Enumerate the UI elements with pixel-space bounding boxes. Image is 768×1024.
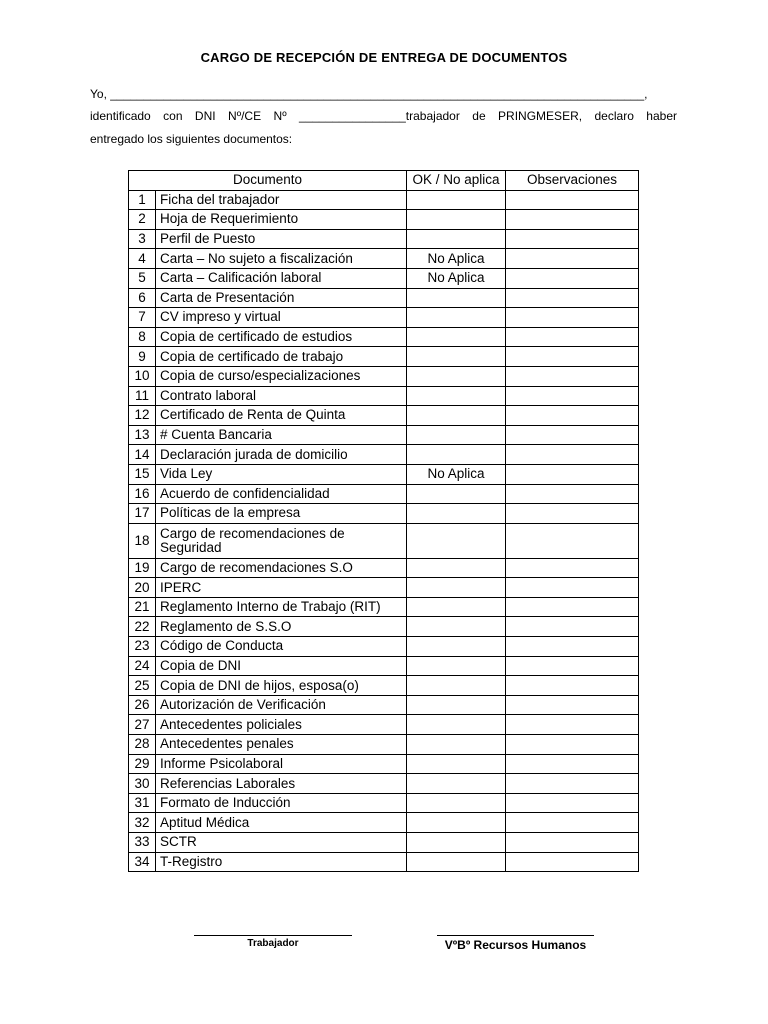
document-name: SCTR <box>156 833 407 853</box>
row-number: 15 <box>129 464 156 484</box>
row-number: 11 <box>129 386 156 406</box>
ok-status <box>407 523 506 558</box>
row-number: 34 <box>129 852 156 872</box>
observations-cell <box>506 833 639 853</box>
ok-status <box>407 484 506 504</box>
row-number: 21 <box>129 597 156 617</box>
row-number: 28 <box>129 735 156 755</box>
observations-cell <box>506 425 639 445</box>
observations-cell <box>506 813 639 833</box>
table-row <box>129 464 639 484</box>
table-row <box>129 210 639 230</box>
table-row <box>129 735 639 755</box>
table-row <box>129 347 639 367</box>
table-row <box>129 190 639 210</box>
worker-signature-line <box>194 935 352 936</box>
observations-cell <box>506 210 639 230</box>
ok-status <box>407 425 506 445</box>
document-name: Ficha del trabajador <box>156 190 407 210</box>
ok-status <box>407 366 506 386</box>
ok-status <box>407 774 506 794</box>
worker-signature-label: Trabajador <box>247 938 299 949</box>
observations-cell <box>506 249 639 269</box>
document-name: CV impreso y virtual <box>156 308 407 328</box>
row-number: 5 <box>129 268 156 288</box>
ok-status <box>407 445 506 465</box>
table-row <box>129 386 639 406</box>
observations-cell <box>506 504 639 524</box>
header-document: Documento <box>129 171 407 191</box>
document-name: Copia de DNI <box>156 656 407 676</box>
row-number: 19 <box>129 558 156 578</box>
observations-cell <box>506 190 639 210</box>
ok-status <box>407 386 506 406</box>
ok-status <box>407 558 506 578</box>
document-name: Reglamento Interno de Trabajo (RIT) <box>156 597 407 617</box>
table-row <box>129 833 639 853</box>
header-observations: Observaciones <box>506 171 639 191</box>
ok-status <box>407 327 506 347</box>
intro-id-line: identificado con DNI Nº/CE Nº ________________trabajador de PRINGMESER, declaro haber <box>90 109 677 123</box>
ok-status <box>407 735 506 755</box>
observations-cell <box>506 852 639 872</box>
document-name: Reglamento de S.S.O <box>156 617 407 637</box>
row-number: 30 <box>129 774 156 794</box>
observations-cell <box>506 347 639 367</box>
ok-status <box>407 190 506 210</box>
row-number: 23 <box>129 637 156 657</box>
row-number: 7 <box>129 308 156 328</box>
hr-signature <box>437 935 594 952</box>
table-row <box>129 268 639 288</box>
document-name: # Cuenta Bancaria <box>156 425 407 445</box>
table-row <box>129 445 639 465</box>
document-name: Código de Conducta <box>156 637 407 657</box>
row-number: 25 <box>129 676 156 696</box>
document-name: Contrato laboral <box>156 386 407 406</box>
table-row <box>129 229 639 249</box>
ok-status <box>407 715 506 735</box>
table-row <box>129 308 639 328</box>
document-name: Carta – Calificación laboral <box>156 268 407 288</box>
row-number: 12 <box>129 406 156 426</box>
table-row <box>129 484 639 504</box>
observations-cell <box>506 597 639 617</box>
row-number: 13 <box>129 425 156 445</box>
document-name: Aptitud Médica <box>156 813 407 833</box>
document-name: Hoja de Requerimiento <box>156 210 407 230</box>
hr-signature-label: VºBº Recursos Humanos <box>444 938 587 952</box>
observations-cell <box>506 464 639 484</box>
table-row <box>129 793 639 813</box>
ok-status <box>407 210 506 230</box>
table-row <box>129 695 639 715</box>
row-number: 9 <box>129 347 156 367</box>
row-number: 20 <box>129 578 156 598</box>
observations-cell <box>506 445 639 465</box>
ok-status <box>407 308 506 328</box>
observations-cell <box>506 484 639 504</box>
ok-status <box>407 504 506 524</box>
document-name: Autorización de Verificación <box>156 695 407 715</box>
ok-status <box>407 637 506 657</box>
ok-status <box>407 229 506 249</box>
hr-signature-line <box>437 935 594 936</box>
table-header-row <box>129 171 639 191</box>
table-row <box>129 813 639 833</box>
observations-cell <box>506 523 639 558</box>
table-row <box>129 558 639 578</box>
observations-cell <box>506 754 639 774</box>
row-number: 29 <box>129 754 156 774</box>
table-row <box>129 617 639 637</box>
table-row <box>129 578 639 598</box>
row-number: 31 <box>129 793 156 813</box>
ok-status <box>407 695 506 715</box>
intro-closing-line: entregado los siguientes documentos: <box>90 132 293 146</box>
observations-cell <box>506 774 639 794</box>
document-name: Copia de certificado de trabajo <box>156 347 407 367</box>
table-row <box>129 656 639 676</box>
document-name: Cargo de recomendaciones S.O <box>156 558 407 578</box>
row-number: 3 <box>129 229 156 249</box>
observations-cell <box>506 695 639 715</box>
ok-status <box>407 288 506 308</box>
observations-cell <box>506 676 639 696</box>
row-number: 8 <box>129 327 156 347</box>
row-number: 27 <box>129 715 156 735</box>
document-name: Perfil de Puesto <box>156 229 407 249</box>
ok-status <box>407 676 506 696</box>
table-row <box>129 504 639 524</box>
row-number: 10 <box>129 366 156 386</box>
observations-cell <box>506 406 639 426</box>
ok-status <box>407 656 506 676</box>
table-row <box>129 715 639 735</box>
row-number: 4 <box>129 249 156 269</box>
observations-cell <box>506 617 639 637</box>
ok-status <box>407 754 506 774</box>
ok-status <box>407 578 506 598</box>
row-number: 26 <box>129 695 156 715</box>
ok-status <box>407 406 506 426</box>
observations-cell <box>506 229 639 249</box>
observations-cell <box>506 656 639 676</box>
document-name: Cargo de recomendaciones de Seguridad <box>156 523 407 558</box>
table-row <box>129 637 639 657</box>
ok-status <box>407 852 506 872</box>
header-ok: OK / No aplica <box>407 171 506 191</box>
document-name: Informe Psicolaboral <box>156 754 407 774</box>
document-name: Acuerdo de confidencialidad <box>156 484 407 504</box>
document-title: CARGO DE RECEPCIÓN DE ENTREGA DE DOCUMENTOS <box>200 50 568 65</box>
row-number: 22 <box>129 617 156 637</box>
document-name: Certificado de Renta de Quinta <box>156 406 407 426</box>
document-name: Vida Ley <box>156 464 407 484</box>
table-row <box>129 366 639 386</box>
worker-signature <box>194 935 352 949</box>
ok-status: No Aplica <box>407 464 506 484</box>
observations-cell <box>506 735 639 755</box>
document-name: Carta – No sujeto a fiscalización <box>156 249 407 269</box>
document-name: Declaración jurada de domicilio <box>156 445 407 465</box>
document-name: Políticas de la empresa <box>156 504 407 524</box>
document-name: Formato de Inducción <box>156 793 407 813</box>
document-name: Antecedentes policiales <box>156 715 407 735</box>
observations-cell <box>506 288 639 308</box>
observations-cell <box>506 578 639 598</box>
row-number: 17 <box>129 504 156 524</box>
documents-table <box>128 170 639 872</box>
table-row <box>129 676 639 696</box>
ok-status <box>407 833 506 853</box>
observations-cell <box>506 268 639 288</box>
ok-status <box>407 813 506 833</box>
observations-cell <box>506 637 639 657</box>
ok-status: No Aplica <box>407 268 506 288</box>
ok-status <box>407 597 506 617</box>
observations-cell <box>506 366 639 386</box>
row-number: 2 <box>129 210 156 230</box>
row-number: 1 <box>129 190 156 210</box>
table-row <box>129 754 639 774</box>
table-row <box>129 852 639 872</box>
ok-status <box>407 793 506 813</box>
ok-status: No Aplica <box>407 249 506 269</box>
table-row <box>129 288 639 308</box>
row-number: 24 <box>129 656 156 676</box>
document-name: Referencias Laborales <box>156 774 407 794</box>
table-row <box>129 406 639 426</box>
row-number: 33 <box>129 833 156 853</box>
row-number: 18 <box>129 523 156 558</box>
observations-cell <box>506 327 639 347</box>
row-number: 16 <box>129 484 156 504</box>
document-name: Carta de Presentación <box>156 288 407 308</box>
row-number: 14 <box>129 445 156 465</box>
document-name: Copia de DNI de hijos, esposa(o) <box>156 676 407 696</box>
document-name: T-Registro <box>156 852 407 872</box>
observations-cell <box>506 308 639 328</box>
document-name: Copia de curso/especializaciones <box>156 366 407 386</box>
table-row <box>129 774 639 794</box>
document-name: IPERC <box>156 578 407 598</box>
observations-cell <box>506 793 639 813</box>
observations-cell <box>506 386 639 406</box>
ok-status <box>407 617 506 637</box>
row-number: 6 <box>129 288 156 308</box>
table-row <box>129 327 639 347</box>
intro-name-line: Yo, ________________________________________________________________________________, <box>90 87 648 101</box>
ok-status <box>407 347 506 367</box>
table-row <box>129 425 639 445</box>
observations-cell <box>506 715 639 735</box>
document-name: Copia de certificado de estudios <box>156 327 407 347</box>
observations-cell <box>506 558 639 578</box>
table-row <box>129 249 639 269</box>
table-row <box>129 523 639 558</box>
row-number: 32 <box>129 813 156 833</box>
document-name: Antecedentes penales <box>156 735 407 755</box>
table-row <box>129 597 639 617</box>
